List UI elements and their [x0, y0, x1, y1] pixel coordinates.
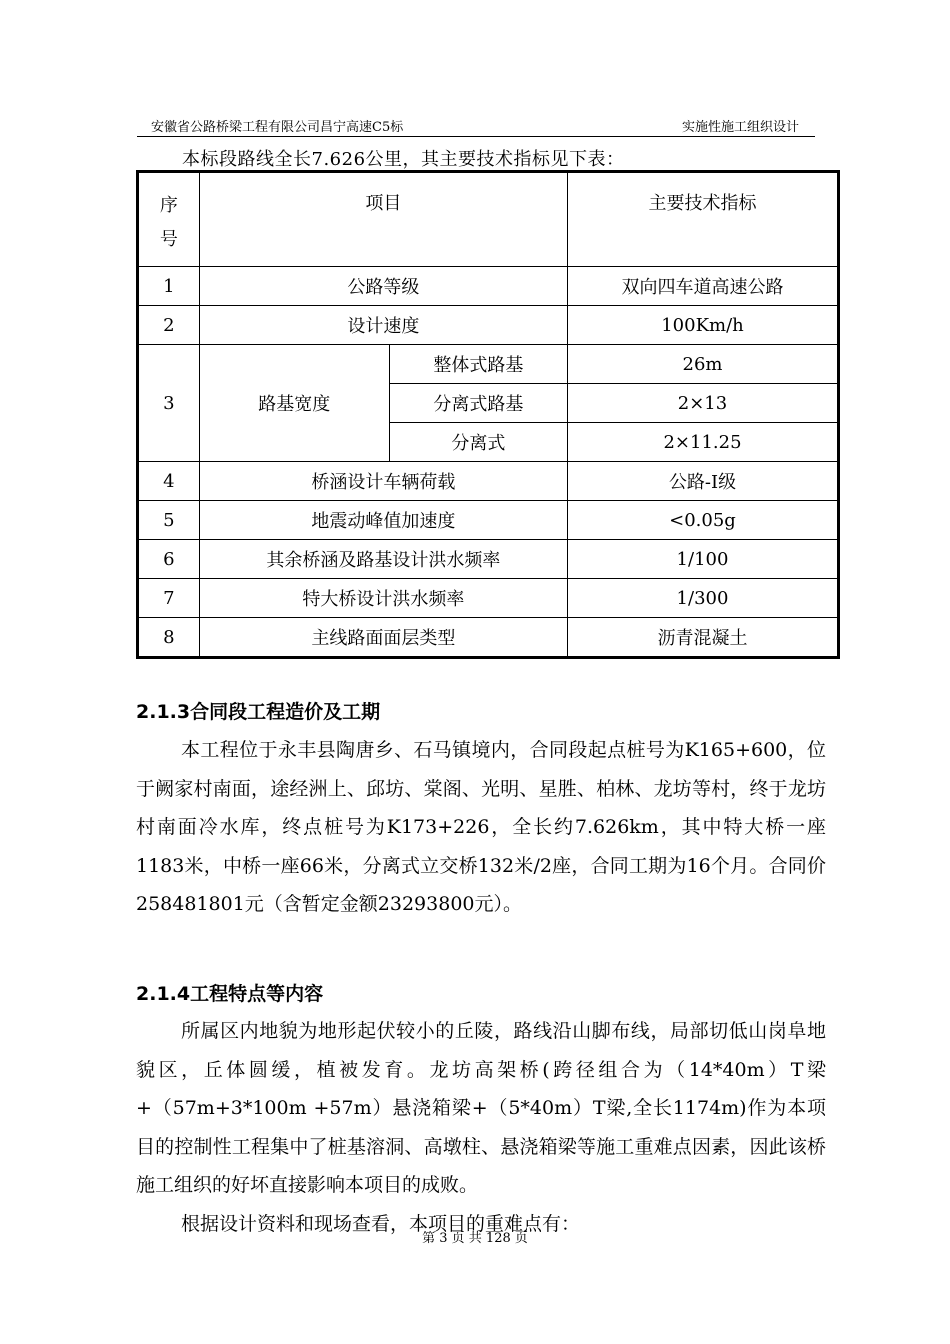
section-body-features: [136, 1012, 826, 1243]
intro-text: 本标段路线全长7.626公里，其主要技术指标见下表：: [182, 149, 625, 170]
row-seq: 2: [138, 306, 200, 345]
row-item: 地震动峰值加速度: [199, 501, 567, 540]
header-item: 项目: [199, 172, 567, 267]
row-value: 公路-Ⅰ级: [567, 462, 838, 501]
paragraph: 所属区内地貌为地形起伏较小的丘陵，路线沿山脚布线，局部切低山岗阜地貌区，丘体圆缓，植被发育。龙坊高架桥(跨径组合为（14*40m）T梁+（57m+3*100m +57m）悬浇箱梁+（5*40m）T梁,全长1174m)作为本项目的控制性工程集中了桩基溶洞、高墩柱、悬浇箱梁等施工重难点因素，因此该桥施工组织的好坏直接影响本项目的成败。: [136, 1020, 826, 1196]
table-row: [138, 579, 839, 618]
table-row: [138, 501, 839, 540]
row-value: 沥青混凝土: [567, 618, 838, 658]
table-header-row: [138, 172, 839, 267]
section-body-cost: [136, 731, 826, 924]
table-row: [138, 618, 839, 658]
page-footer: 第 3 页 共 128 页: [422, 1231, 528, 1246]
table-row: [138, 345, 839, 384]
row-item: 主线路面面层类型: [199, 618, 567, 658]
row-subitem: 整体式路基: [389, 345, 567, 384]
row-value: 1/100: [567, 540, 838, 579]
row-item: 公路等级: [199, 267, 567, 306]
row-value: <0.05g: [567, 501, 838, 540]
header-index: 主要技术指标: [567, 172, 838, 267]
row-value: 1/300: [567, 579, 838, 618]
paragraph: 根据设计资料和现场查看，本项目的重难点有：: [181, 1212, 581, 1235]
table-row: [138, 306, 839, 345]
row-item: 路基宽度: [199, 345, 389, 462]
header-doc-title: 实施性施工组织设计: [681, 120, 799, 135]
tech-index-table: [136, 170, 840, 659]
row-value: 26m: [567, 345, 838, 384]
row-seq: 7: [138, 579, 200, 618]
row-seq: 3: [138, 345, 200, 462]
row-seq: 4: [138, 462, 200, 501]
row-subitem: 分离式路基: [389, 384, 567, 423]
row-value: 2×11.25: [567, 423, 838, 462]
row-seq: 1: [138, 267, 200, 306]
row-value: 100Km/h: [567, 306, 838, 345]
row-seq: 8: [138, 618, 200, 658]
row-value: 双向四车道高速公路: [567, 267, 838, 306]
page-header: [137, 114, 815, 137]
row-seq: 6: [138, 540, 200, 579]
section-title-cost: 2.1.3合同段工程造价及工期: [136, 701, 381, 723]
row-item: 特大桥设计洪水频率: [199, 579, 567, 618]
paragraph: 本工程位于永丰县陶唐乡、石马镇境内，合同段起点桩号为K165+600，位于阙家村南面，途经洲上、邱坊、棠阁、光明、星胜、柏林、龙坊等村，终于龙坊村南面冷水库，终点桩号为K173+226，全长约7.626km，其中特大桥一座1183米，中桥一座66米，分离式立交桥132米/2座，合同工期为16个月。合同价258481801元（含暂定金额23293800元）。: [136, 739, 826, 915]
header-company: 安徽省公路桥梁工程有限公司昌宁高速C5标: [151, 120, 404, 135]
row-seq: 5: [138, 501, 200, 540]
table-row: [138, 462, 839, 501]
table-row: [138, 540, 839, 579]
section-title-features: 2.1.4工程特点等内容: [136, 983, 324, 1005]
row-item: 桥涵设计车辆荷载: [199, 462, 567, 501]
header-seq: 序 号: [138, 172, 200, 267]
row-subitem: 分离式: [389, 423, 567, 462]
row-item: 设计速度: [199, 306, 567, 345]
row-item: 其余桥涵及路基设计洪水频率: [199, 540, 567, 579]
table-row: [138, 267, 839, 306]
row-value: 2×13: [567, 384, 838, 423]
